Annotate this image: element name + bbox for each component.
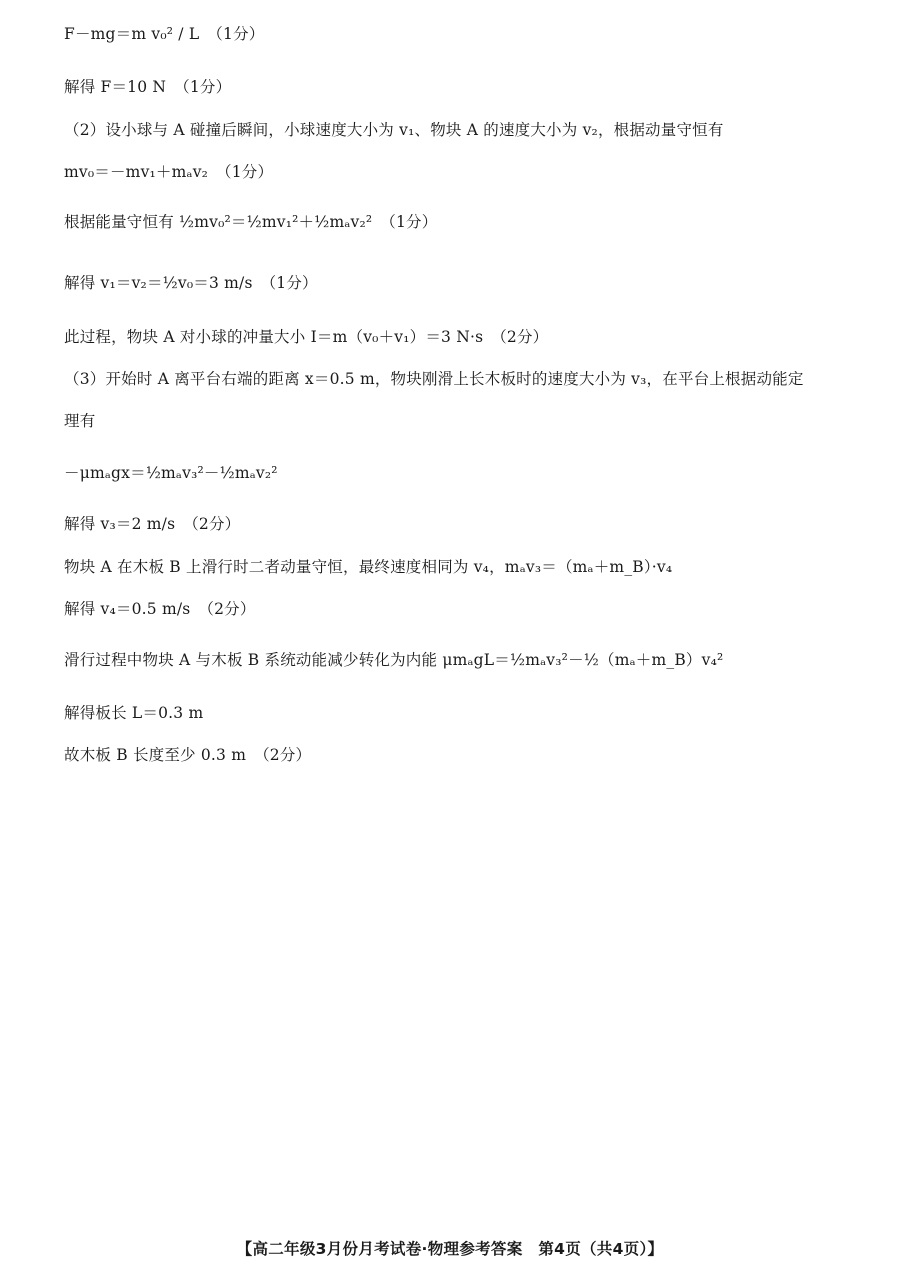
equation-momentum-board: 物块 A 在木板 B 上滑行时二者动量守恒，最终速度相同为 v₄，mₐv₃＝（mₐ＋m_B）·v₄ (64, 558, 673, 576)
result-v4: 解得 v₄＝0.5 m/s （2分） (64, 600, 256, 618)
result-velocities: 解得 v₁＝v₂＝½v₀＝3 m/s （1分） (64, 274, 318, 292)
equation-newton-second-law: F－mg＝m v₀² / L （1分） (64, 25, 265, 43)
part3-intro: （3）开始时 A 离平台右端的距离 x＝0.5 m，物块刚滑上长木板时的速度大小为 v₃，在平台上根据动能定 (64, 370, 804, 388)
result-impulse: 此过程，物块 A 对小球的冲量大小 I＝m（v₀＋v₁）＝3 N·s （2分） (64, 328, 549, 346)
part3-intro-continued: 理有 (64, 412, 96, 430)
result-v3: 解得 v₃＝2 m/s （2分） (64, 515, 241, 533)
conclusion: 故木板 B 长度至少 0.3 m （2分） (64, 746, 312, 764)
result-board-length: 解得板长 L＝0.3 m (64, 704, 204, 722)
equation-energy-conservation: 根据能量守恒有 ½mv₀²＝½mv₁²＋½mₐv₂² （1分） (64, 213, 438, 231)
page-footer: 【高二年级3月份月考试卷·物理参考答案 第4页（共4页）】 (236, 1240, 664, 1258)
equation-momentum-conservation: mv₀＝－mv₁＋mₐv₂ （1分） (64, 163, 274, 181)
equation-energy-loss: 滑行过程中物块 A 与木板 B 系统动能减少转化为内能 μmₐgL＝½mₐv₃²－½（mₐ＋m_B）v₄² (64, 651, 724, 669)
equation-work-energy: －μmₐgx＝½mₐv₃²－½mₐv₂² (64, 464, 278, 482)
result-force: 解得 F＝10 N （1分） (64, 78, 232, 96)
part2-intro: （2）设小球与 A 碰撞后瞬间，小球速度大小为 v₁、物块 A 的速度大小为 v₂，根据动量守恒有 (64, 121, 724, 139)
